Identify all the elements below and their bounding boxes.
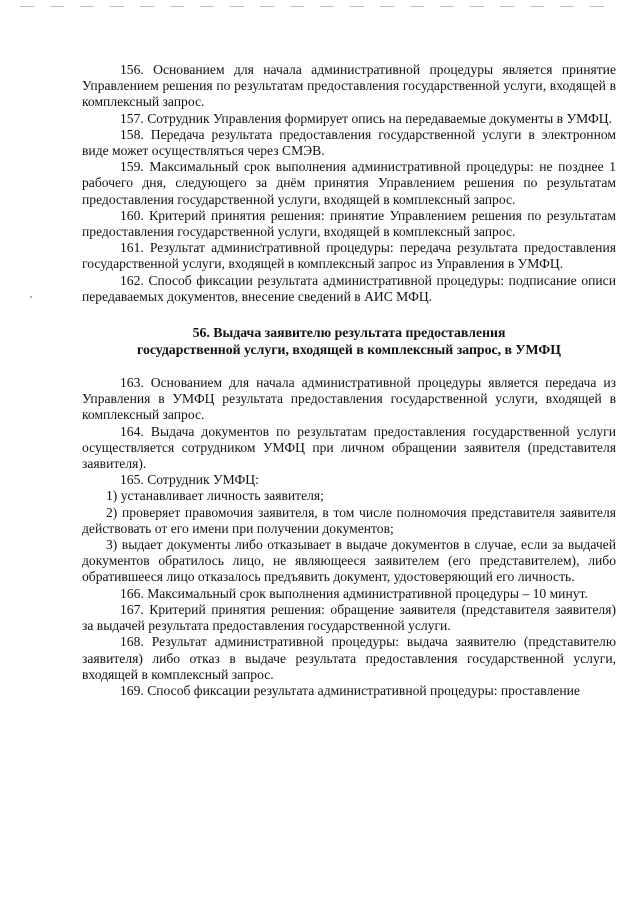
paragraph-169: 169. Способ фиксации результата административной процедуры: проставление bbox=[120, 682, 580, 698]
section-heading-line-2: государственной услуги, входящей в комплексный запрос, в УМФЦ bbox=[137, 342, 561, 358]
scan-speck bbox=[30, 296, 32, 298]
paragraph-157: 157. Сотрудник Управления формирует опись на передаваемые документы в УМФЦ. bbox=[120, 110, 612, 126]
paragraph-161: 161. Результат административной процедуры: передача результата предоставления государственной услуги, входящей в комплексный запрос из Управления в УМФЦ. bbox=[82, 240, 616, 272]
paragraph-166: 166. Максимальный срок выполнения административной процедуры – 10 минут. bbox=[120, 585, 588, 601]
paragraph-160: 160. Критерий принятия решения: принятие Управлением решения по результатам предоставления государственной услуги, входящей в комплексный запрос. bbox=[82, 207, 616, 240]
paragraph-164: 164. Выдача документов по результатам предоставления государственной услуги осуществляется сотрудником УМФЦ при личном обращении заявителя (представителя заявителя). bbox=[82, 423, 616, 472]
paragraph-159: 159. Максимальный срок выполнения административной процедуры: не позднее 1 рабочего дня, следующего за днём принятия Управлением решения по результатам предоставления государственной услуги, входящей в комплексный запрос. bbox=[82, 159, 616, 207]
list-item: 3) выдает документы либо отказывает в выдаче документов в случае, если за выдачей документов обратилось лицо, не являющееся заявителем (его представителем), либо обратившееся лицо отказалось предъявить документ, удостоверяющий его личность. bbox=[82, 537, 616, 585]
section-heading-line-1: 56. Выдача заявителю результата предоставления bbox=[192, 325, 506, 341]
paragraph-165: 165. Сотрудник УМФЦ: bbox=[120, 472, 259, 488]
section-heading bbox=[82, 324, 616, 358]
paragraph-167: 167. Критерий принятия решения: обращение заявителя (представителя заявителя) за выдачей результата предоставления государственной услуги. bbox=[82, 601, 616, 634]
paragraph-168: 168. Результат административной процедуры: выдача заявителю (представителю заявителя) либо отказ в выдаче результата предоставления государственной услуги, входящей в комплексный запрос. bbox=[82, 634, 616, 682]
paragraph-163: 163. Основанием для начала административной процедуры является передача из Управления в УМФЦ результата предоставления государственной услуги, входящей в комплексный запрос. bbox=[82, 375, 616, 423]
paragraph-162: 162. Способ фиксации результата административной процедуры: подписание описи передаваемых документов, внесение сведений в АИС МФЦ. bbox=[82, 272, 616, 304]
paragraph-156: 156. Основанием для начала административной процедуры является принятие Управлением решения по результатам предоставления государственной услуги, входящей в комплексный запрос. bbox=[82, 62, 616, 110]
list-item: 2) проверяет правомочия заявителя, в том числе полномочия представителя заявителя действовать от его имени при получении документов; bbox=[82, 504, 616, 536]
list-item: 1) устанавливает личность заявителя; bbox=[106, 488, 324, 504]
paragraph-158: 158. Передача результата предоставления государственной услуги в электронном виде может осуществляться через СМЭВ. bbox=[82, 126, 616, 159]
document-body bbox=[82, 62, 616, 699]
scan-edge-artifact bbox=[20, 6, 620, 7]
